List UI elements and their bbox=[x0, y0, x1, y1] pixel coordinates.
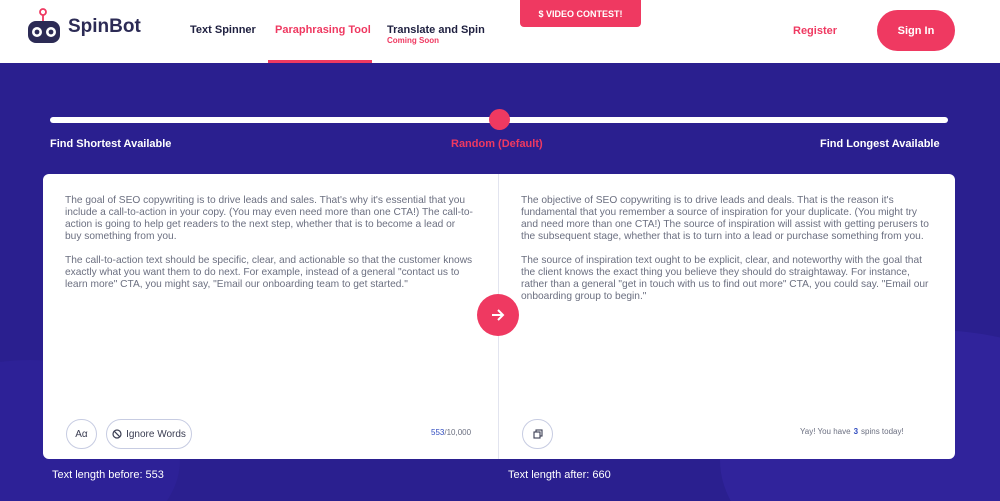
arrow-right-icon bbox=[490, 307, 506, 323]
character-count: 553 bbox=[431, 428, 445, 437]
brand-logo[interactable] bbox=[26, 7, 141, 47]
output-text-area bbox=[521, 195, 931, 315]
nav-paraphrasing-tool[interactable]: Paraphrasing Tool bbox=[275, 24, 371, 36]
sign-in-button[interactable]: Sign In bbox=[877, 10, 955, 51]
register-link[interactable]: Register bbox=[793, 25, 838, 37]
spinbot-logo-icon bbox=[26, 7, 62, 47]
brand-name: SpinBot bbox=[68, 16, 141, 37]
active-tab-indicator bbox=[268, 60, 372, 63]
spins-count: 3 bbox=[853, 427, 859, 436]
output-paragraph: The objective of SEO copywriting is to drive leads and deals. That is the reason it's fundamental that you remember a source of inspiration for your duplicate. (You might try and need more than one CTA!) The source of inspiration will assist with getting perusers to the subsequent stage, whether that is to turn into a lead or purchase something from you. bbox=[521, 195, 929, 242]
input-text-area[interactable] bbox=[65, 195, 473, 303]
top-navigation-bar bbox=[0, 0, 1000, 63]
spin-length-slider-thumb[interactable] bbox=[489, 109, 510, 130]
text-length-after: Text length after: 660 bbox=[508, 469, 611, 481]
nav-translate-and-spin[interactable]: Translate and Spin bbox=[387, 24, 485, 36]
input-paragraph: The call-to-action text should be specific, clear, and actionable so that the customer knows exactly what you want them to do next. For example, instead of a general "contact us to learn more" CTA, you might say, "Email our onboarding team to get started." bbox=[65, 255, 473, 290]
slider-label-random[interactable]: Random (Default) bbox=[451, 138, 543, 150]
slider-label-shortest[interactable]: Find Shortest Available bbox=[50, 138, 172, 150]
character-counter bbox=[431, 428, 471, 437]
ban-icon bbox=[112, 429, 122, 439]
slider-label-longest[interactable]: Find Longest Available bbox=[820, 138, 940, 150]
font-size-button[interactable]: Aα bbox=[66, 419, 97, 449]
video-contest-button[interactable]: $ VIDEO CONTEST! bbox=[520, 0, 641, 27]
copy-icon bbox=[533, 429, 543, 439]
ignore-words-label: Ignore Words bbox=[126, 428, 186, 440]
nav-text-spinner[interactable]: Text Spinner bbox=[190, 24, 256, 36]
output-paragraph: The source of inspiration text ought to be explicit, clear, and noteworthy with the goal that the client knows the exact thing you believe they should do straightaway. For instance, rather than a general "get in touch with us to find out more" CTA, you could say. "Email our onboarding group to begin." bbox=[521, 255, 929, 302]
spins-prefix: Yay! You have bbox=[800, 427, 851, 436]
text-length-before: Text length before: 553 bbox=[52, 469, 164, 481]
coming-soon-badge: Coming Soon bbox=[387, 36, 439, 45]
copy-button[interactable] bbox=[522, 419, 553, 449]
spin-arrow-button[interactable] bbox=[477, 294, 519, 336]
input-paragraph: The goal of SEO copywriting is to drive leads and sales. That's why it's essential that you include a call-to-action in your copy. (You may even need more than one CTA!) The call-to-action is going to help get readers to the next step, whether that is to become a lead or buy something from you. bbox=[65, 195, 473, 242]
character-limit: /10,000 bbox=[444, 428, 472, 437]
paraphrase-editor-panel bbox=[43, 174, 955, 459]
ignore-words-button[interactable] bbox=[106, 419, 192, 449]
spins-remaining bbox=[800, 427, 904, 436]
spins-suffix: spins today! bbox=[861, 427, 904, 436]
